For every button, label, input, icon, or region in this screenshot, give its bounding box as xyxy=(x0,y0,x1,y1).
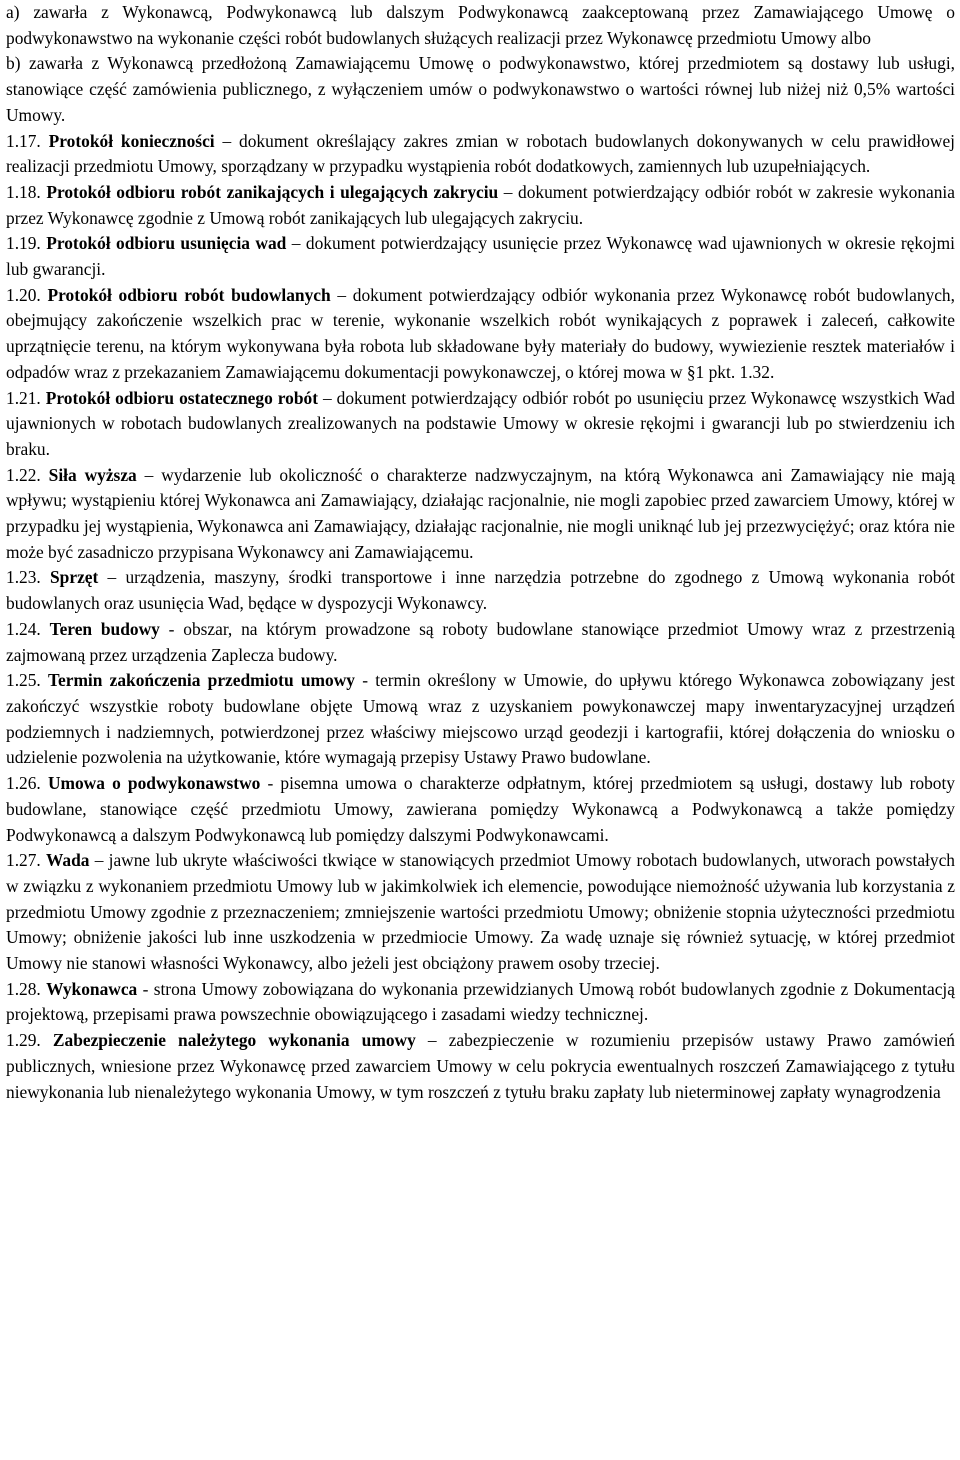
definition-1-28 xyxy=(6,977,955,1028)
list-item-a xyxy=(6,0,955,51)
definition-term: Termin zakończenia przedmiotu umowy xyxy=(48,670,355,691)
definition-term: Wada xyxy=(46,850,90,871)
definition-number: 1.28. xyxy=(6,978,41,999)
definition-term: Umowa o podwykonawstwo xyxy=(47,773,261,794)
definition-1-26 xyxy=(6,771,955,848)
definition-term: Protokół odbioru usunięcia wad xyxy=(46,233,287,254)
definition-number: 1.27. xyxy=(6,850,41,871)
definition-number: 1.18. xyxy=(6,181,41,202)
definition-term: Protokół odbioru robót budowlanych xyxy=(47,284,331,305)
definition-number: 1.24. xyxy=(6,618,41,639)
definition-number: 1.19. xyxy=(6,233,41,254)
definition-term: Teren budowy xyxy=(49,618,160,639)
definition-number: 1.25. xyxy=(6,670,41,691)
definition-number: 1.26. xyxy=(6,773,41,794)
definition-text: – wydarzenie lub okoliczność o charakterze nadzwyczajnym, na którą Wykonawca ani Zamawiający nie mają wpływu; wystąpieniu której Wykonawca ani Zamawiający, działając racjonalnie, nie mogli zapobiec przed zawarciem Umowy, której w przypadku jej wystąpienia, Wykonawca ani Zamawiający, działając racjonalnie, nie mogli uniknąć lub jej przezwyciężyć; oraz która nie może być zasadniczo przypisana Wykonawcy ani Zamawiającemu. xyxy=(6,464,955,562)
definition-number: 1.29. xyxy=(6,1030,41,1051)
paragraph-text: a) zawarła z Wykonawcą, Podwykonawcą lub dalszym Podwykonawcą zaakceptowaną przez Zamawiającego Umowę o podwykonawstwo na wykonanie części robót budowlanych służących realizacji przez Wykonawcę przedmiotu Umowy albo xyxy=(6,2,955,48)
definition-text: – dokument potwierdzający odbiór wykonania przez Wykonawcę robót budowlanych, obejmujący zakończenie wszelkich prac w terenie, wykonanie wszelkich robót wynikających z poprawek i zaleceń, całkowite uprzątnięcie terenu, na którym wykonywana była robota lub składowane były materiały do budowy, wywiezienie resztek materiałów i odpadów wraz z przekazaniem Zamawiającemu dokumentacji powykonawczej, o której mowa w §1 pkt. 1.32. xyxy=(6,284,955,382)
definition-1-27 xyxy=(6,848,955,977)
definition-text: – dokument potwierdzający odbiór robót w zakresie wykonania przez Wykonawcę zgodnie z Umową robót zanikających lub ulegających zakryciu. xyxy=(6,181,955,228)
definition-1-29 xyxy=(6,1028,955,1105)
definition-1-25 xyxy=(6,668,955,771)
definition-term: Wykonawca xyxy=(46,978,138,999)
definition-1-17 xyxy=(6,129,955,180)
definition-1-22 xyxy=(6,463,955,566)
definition-text: – dokument potwierdzający odbiór robót po usunięciu przez Wykonawcę wszystkich Wad ujawnionych w robotach budowlanych zrealizowanych na podstawie Umowy w okresie rękojmi i gwarancji lub po stwierdzeniu ich braku. xyxy=(6,387,955,459)
definition-term: Siła wyższa xyxy=(48,464,137,485)
definition-text: – jawne lub ukryte właściwości tkwiące w stanowiących przedmiot Umowy robotach budowlanych, utworach powstałych w związku z wykonaniem przedmiotu Umowy lub w jakimkolwiek ich elemencie, powodujące niemożność używania lub korzystania z przedmiotu Umowy zgodnie z przeznaczeniem; zmniejszenie wartości przedmiotu Umowy; obniżenie stopnia użyteczności przedmiotu Umowy; obniżenie jakości lub inne uszkodzenia w przedmiocie Umowy. Za wadę uznaje się również sytuację, w której przedmiot Umowy nie stanowi własności Wykonawcy, albo jeżeli jest obciążony prawem osoby trzeciej. xyxy=(6,850,955,974)
definition-number: 1.21. xyxy=(6,387,41,408)
definition-term: Protokół konieczności xyxy=(48,130,215,151)
definition-number: 1.20. xyxy=(6,284,41,305)
paragraph-text: b) zawarła z Wykonawcą przedłożoną Zamawiającemu Umowę o podwykonawstwo, której przedmiotem są dostawy lub usługi, stanowiące część zamówienia publicznego, z wyłączeniem umów o podwykonawstwo o wartości równej lub niżej niż 0,5% wartości Umowy. xyxy=(6,53,955,125)
definition-term: Protokół odbioru ostatecznego robót xyxy=(45,387,318,408)
definition-text: – urządzenia, maszyny, środki transportowe i inne narzędzia potrzebne do zgodnego z Umową wykonania robót budowlanych oraz usunięcia Wad, będące w dyspozycji Wykonawcy. xyxy=(6,567,956,614)
definition-number: 1.22. xyxy=(6,464,41,485)
definition-text: - pisemna umowa o charakterze odpłatnym, której przedmiotem są usługi, dostawy lub roboty budowlane, stanowiące część przedmiotu Umowy, zawierana pomiędzy Wykonawcą a Podwykonawcą a także pomiędzy Podwykonawcą a dalszym Podwykonawcą lub pomiędzy dalszymi Podwykonawcami. xyxy=(6,773,955,845)
definition-term: Sprzęt xyxy=(50,567,99,588)
definition-text: - strona Umowy zobowiązana do wykonania przewidzianych Umową robót budowlanych zgodnie z Dokumentacją projektową, przepisami prawa powszechnie obowiązującego i zasadami wiedzy technicznej. xyxy=(6,978,955,1025)
definition-text: – dokument określający zakres zmian w robotach budowlanych dokonywanych w celu prawidłowej realizacji przedmiotu Umowy, sporządzany w przypadku wystąpienia robót dodatkowych, zamiennych lub uzupełniających. xyxy=(6,130,955,177)
list-item-b xyxy=(6,51,955,128)
definition-1-21 xyxy=(6,386,955,463)
definition-text: - obszar, na którym prowadzone są roboty budowlane stanowiące przedmiot Umowy wraz z przestrzenią zajmowaną przez urządzenia Zaplecza budowy. xyxy=(6,618,955,665)
definition-1-23 xyxy=(6,565,955,616)
definition-number: 1.23. xyxy=(6,567,41,588)
definition-1-20 xyxy=(6,283,955,386)
definition-1-18 xyxy=(6,180,955,231)
definition-term: Protokół odbioru robót zanikających i ulegających zakryciu xyxy=(46,181,499,202)
definition-number: 1.17. xyxy=(6,130,41,151)
definition-1-19 xyxy=(6,231,955,282)
definition-1-24 xyxy=(6,617,955,668)
definition-term: Zabezpieczenie należytego wykonania umowy xyxy=(52,1030,416,1051)
definition-text: – zabezpieczenie w rozumieniu przepisów ustawy Prawo zamówień publicznych, wniesione przez Wykonawcę przed zawarciem Umowy w celu pokrycia ewentualnych roszczeń Zamawiającego z tytułu niewykonania lub nienależytego wykonania Umowy, w tym roszczeń z tytułu braku zapłaty lub nieterminowej zapłaty wynagrodzenia xyxy=(6,1030,956,1102)
definition-text: - termin określony w Umowie, do upływu którego Wykonawca zobowiązany jest zakończyć wszystkie roboty budowlane objęte Umową wraz z uzyskaniem powykonawczej mapy inwentaryzacyjnej urządzeń podziemnych i nadziemnych, potwierdzonej przez właściwy miejscowo urząd geodezji i kartografii, której dołączenia do wniosku o udzielenie pozwolenia na użytkowanie, które wymagają przepisy Ustawy Prawo budowlane. xyxy=(6,670,955,768)
definition-text: – dokument potwierdzający usunięcie przez Wykonawcę wad ujawnionych w okresie rękojmi lub gwarancji. xyxy=(6,233,955,280)
